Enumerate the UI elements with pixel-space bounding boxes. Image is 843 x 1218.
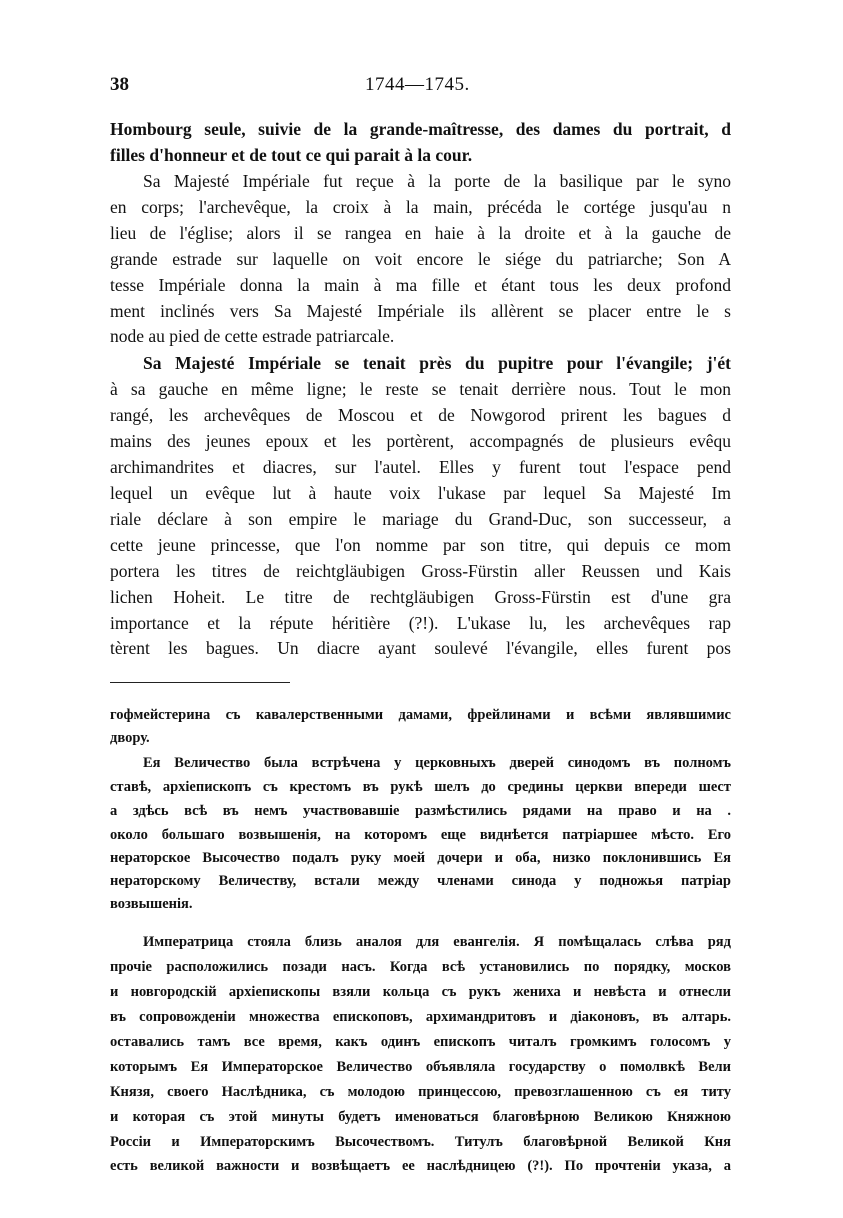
text-line: portera les titres de reichtgläubigen Gross-Fürstin aller Reussen und Kais: [110, 561, 731, 581]
footnote-line: нераторское Высочество подалъ руку моей дочери и оба, низко поклонившись Ея: [110, 850, 731, 866]
footnote-line: нераторскому Величеству, встали между членами синода у подножья патріар: [110, 873, 731, 889]
text-line: en corps; l'archevêque, la croix à la main, précéda le cortége jusqu'au n: [110, 197, 731, 217]
page-number: 38: [110, 74, 129, 95]
footnote-line: около большаго возвышенія, на которомъ еще виднѣется патріаршее мѣсто. Его: [110, 827, 731, 843]
text-line: mains des jeunes epoux et les portèrent, accompagnés de plusieurs evêqu: [110, 431, 731, 451]
text-line: Sa Majesté Impériale fut reçue à la porte de la basilique par le syno: [143, 171, 731, 191]
footnote-line: а здѣсь всѣ въ немъ участвовавшіе размѣстились рядами на право и на .: [110, 803, 731, 819]
running-title: 1744—1745.: [365, 74, 470, 95]
footnote-divider: [110, 682, 290, 683]
footnote-line: Князя, своего Наслѣдника, съ молодою принцессою, превозглашенною съ ея титу: [110, 1084, 731, 1100]
footnote-line: есть великой важности и возвѣщаетъ ее наслѣдницею (?!). По прочтеніи указа, а: [110, 1158, 731, 1174]
footnote-line: Россіи и Императорскимъ Высочествомъ. Титулъ благовѣрной Великой Кня: [110, 1134, 731, 1150]
text-line: tèrent les bagues. Un diacre ayant soulevé l'évangile, elles furent pos: [110, 638, 731, 658]
footnote-line: возвышенія.: [110, 896, 193, 912]
text-line: Sa Majesté Impériale se tenait près du pupitre pour l'évangile; j'ét: [143, 353, 731, 373]
text-line: archimandrites et diacres, sur l'autel. Elles y furent tout l'espace pend: [110, 457, 731, 477]
text-line: rangé, les archevêques de Moscou et de Nowgorod prirent les bagues d: [110, 405, 731, 425]
footnote-line: гофмейстерина съ кавалерственными дамами, фрейлинами и всѣми являвшимис: [110, 707, 731, 723]
text-line: riale déclare à son empire le mariage du Grand-Duc, son successeur, a: [110, 509, 731, 529]
text-line: cette jeune princesse, que l'on nomme par son titre, qui depuis ce mom: [110, 535, 731, 555]
footnote-line: ставѣ, архіепископъ съ крестомъ въ рукѣ шелъ до средины церкви впереди шест: [110, 779, 731, 795]
text-line: Hombourg seule, suivie de la grande-maîtresse, des dames du portrait, d: [110, 119, 731, 139]
footnote-line: оставались тамъ все время, какъ одинъ епископъ читалъ громкимъ голосомъ у: [110, 1034, 731, 1050]
text-line: importance et la répute héritière (?!). L'ukase lu, les archevêques rap: [110, 613, 731, 633]
footnote-line: которымъ Ея Императорское Величество объявляла государству о помолвкѣ Вели: [110, 1059, 731, 1075]
footnote-line: двору.: [110, 730, 150, 746]
text-line: tesse Impériale donna la main à ma fille et étant tous les deux profond: [110, 275, 731, 295]
text-line: node au pied de cette estrade patriarcale.: [110, 326, 395, 346]
footnote-line: Ея Величество была встрѣчена у церковныхъ дверей синодомъ въ полномъ: [143, 755, 731, 771]
text-line: à sa gauche en même ligne; le reste se tenait derrière nous. Tout le mon: [110, 379, 731, 399]
footnote-line: прочіе расположились позади насъ. Когда всѣ установились по порядку, москов: [110, 959, 731, 975]
text-line: ment inclinés vers Sa Majesté Impériale ils allèrent se placer entre le s: [110, 301, 731, 321]
footnote-line: въ сопровожденіи множества епископовъ, архимандритовъ и діаконовъ, въ алтарь.: [110, 1009, 731, 1025]
text-line: filles d'honneur et de tout ce qui parait à la cour.: [110, 145, 473, 165]
text-line: lequel un evêque lut à haute voix l'ukase par lequel Sa Majesté Im: [110, 483, 731, 503]
text-line: grande estrade sur laquelle on voit encore le siége du patriarche; Son A: [110, 249, 731, 269]
footnote-line: и которая съ этой минуты будетъ именоваться благовѣрною Великою Княжною: [110, 1109, 731, 1125]
footnote-line: и новгородскій архіепископы взяли кольца съ рукъ жениха и невѣста и отнесли: [110, 984, 731, 1000]
footnote-line: Императрица стояла близь аналоя для евангелія. Я помѣщалась слѣва ряд: [143, 934, 731, 950]
text-line: lieu de l'église; alors il se rangea en haie à la droite et à la gauche de: [110, 223, 731, 243]
text-line: lichen Hoheit. Le titre de rechtgläubigen Gross-Fürstin est d'une gra: [110, 587, 731, 607]
